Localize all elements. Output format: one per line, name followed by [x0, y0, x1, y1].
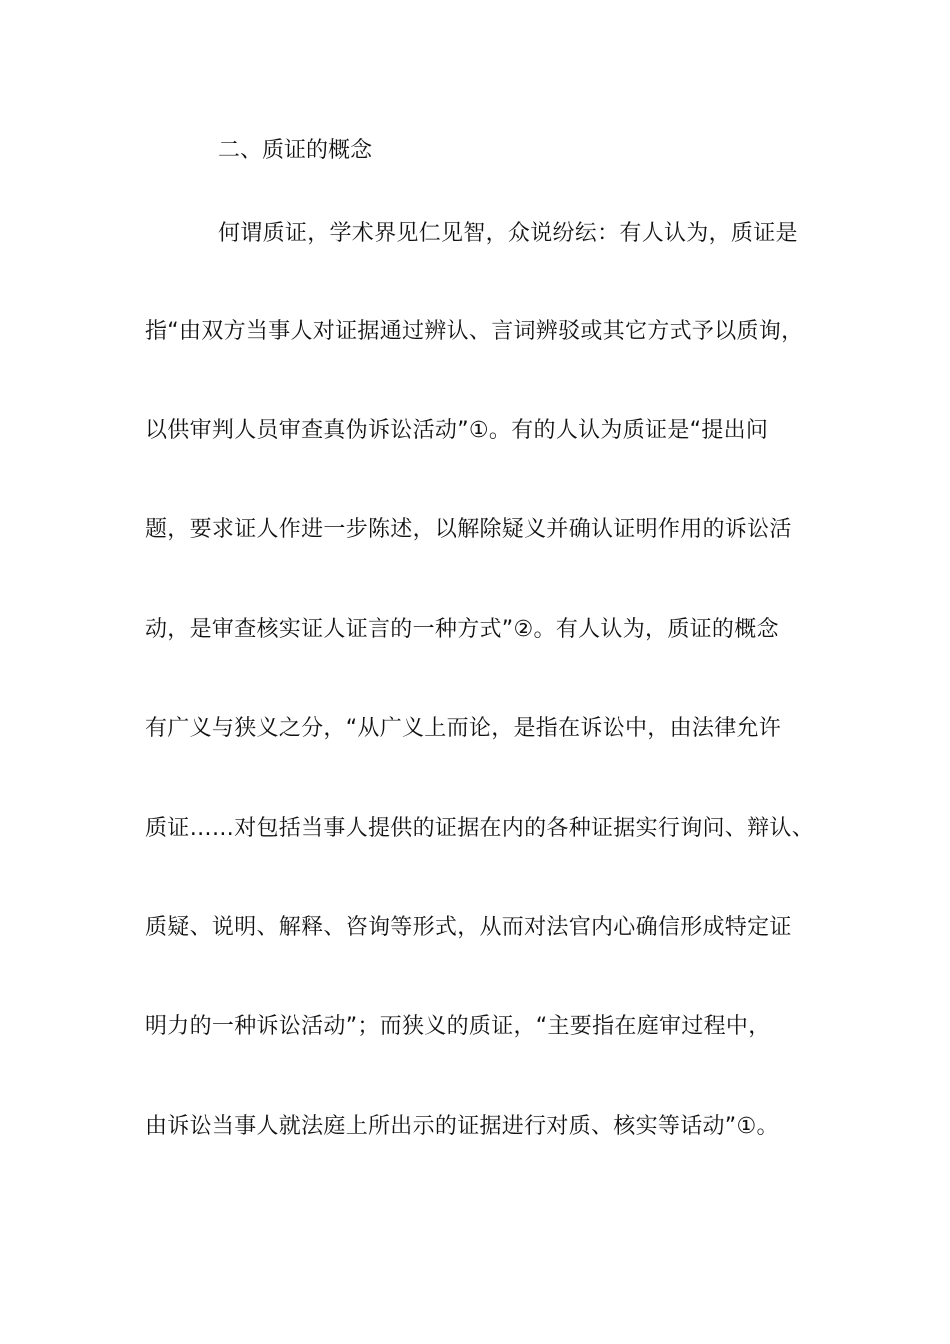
paragraph-line-9: 明力的一种诉讼活动”；而狭义的质证，“主要指在庭审过程中， — [145, 1014, 771, 1039]
paragraph-line-6: 有广义与狭义之分，“从广义上而论，是指在诉讼中，由法律允许 — [145, 716, 782, 741]
paragraph-line-8: 质疑、说明、解释、咨询等形式，从而对法官内心确信形成特定证 — [145, 915, 792, 940]
paragraph-line-3: 以供审判人员审查真伪诉讼活动”①。有的人认为质证是“提出问 — [145, 418, 769, 443]
paragraph-line-5: 动，是审查核实证人证言的一种方式”②。有人认为，质证的概念 — [145, 617, 779, 642]
section-heading: 二、质证的概念 — [218, 138, 373, 163]
paragraph-line-10: 由诉讼当事人就法庭上所出示的证据进行对质、核实等话动”①。 — [145, 1114, 779, 1139]
paragraph-line-4: 题，要求证人作进一步陈述，以解除疑义并确认证明作用的诉讼活 — [145, 517, 792, 542]
paragraph-line-2: 指“由双方当事人对证据通过辨认、言词辨驳或其它方式予以质询， — [145, 319, 804, 344]
paragraph-line-7: 质证……对包括当事人提供的证据在内的各种证据实行询问、辩认、 — [145, 816, 815, 841]
paragraph-line-1: 何谓质证，学术界见仁见智，众说纷纭：有人认为，质证是 — [218, 221, 798, 246]
